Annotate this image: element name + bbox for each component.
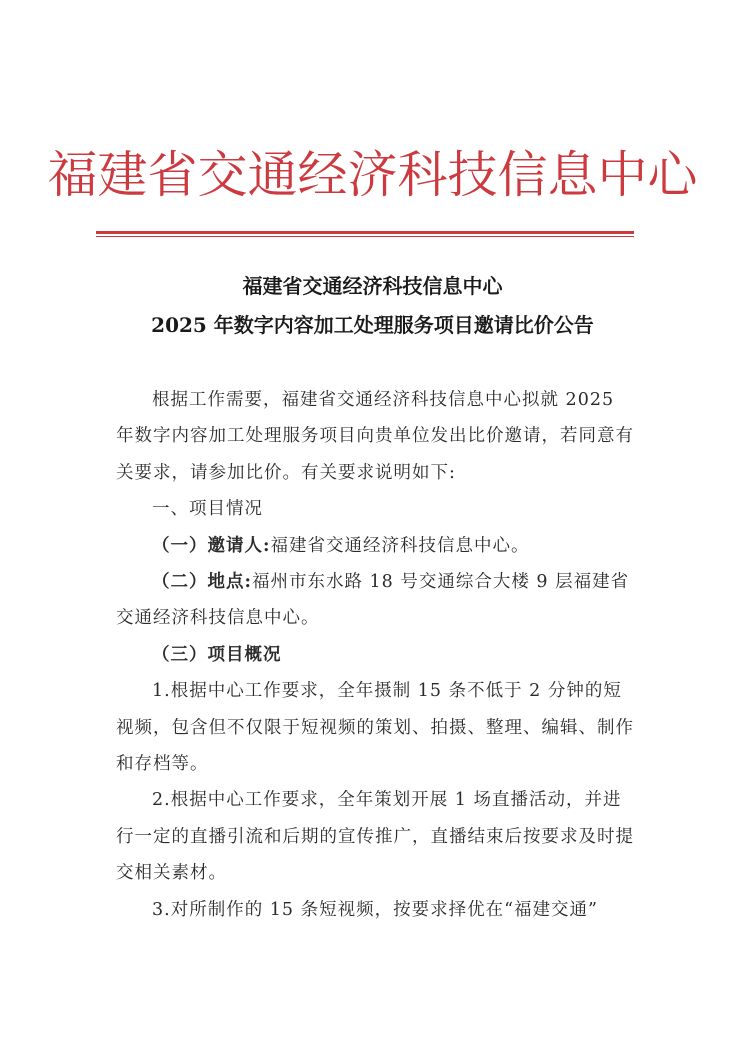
document-body [116,382,636,928]
letterhead-rule-thick [96,231,634,234]
overview-paragraph [116,637,636,673]
location-label: （二）地点: [152,572,252,593]
overview-item-1: 1.根据中心工作要求，全年摄制 15 条不低于 2 分钟的短视频，包含但不仅限于短视频的策划、拍摄、整理、编辑、制作和存档等。 [116,681,634,775]
overview-label: （三）项目概况 [152,644,282,665]
inviter-paragraph [116,528,636,564]
letterhead-org-name: 福建省交通经济科技信息中心 [47,146,698,204]
inviter-value: 福建省交通经济科技信息中心。 [270,535,530,556]
overview-item-2: 2.根据中心工作要求，全年策划开展 1 场直播活动，并进行一定的直播引流和后期的宣传推广，直播结束后按要求及时提交相关素材。 [116,790,634,884]
location-value: 福州市东水路 18 号交通综合大楼 9 层福建省交通经济科技信息中心。 [116,572,630,629]
section-1-heading: 一、项目情况 [152,499,263,520]
letterhead-rule-thin [96,236,634,237]
document-title-line-2: 2025 年数字内容加工处理服务项目邀请比价公告 [151,313,594,337]
overview-item-3: 3.对所制作的 15 条短视频，按要求择优在“福建交通” [152,899,598,920]
inviter-label: （一）邀请人: [152,535,271,556]
document-title-line-1: 福建省交通经济科技信息中心 [242,274,503,298]
intro-paragraph: 根据工作需要，福建省交通经济科技信息中心拟就 2025 年数字内容加工处理服务项目向贵单位发出比价邀请，若同意有关要求，请参加比价。有关要求说明如下: [116,390,634,483]
location-paragraph [116,564,636,637]
